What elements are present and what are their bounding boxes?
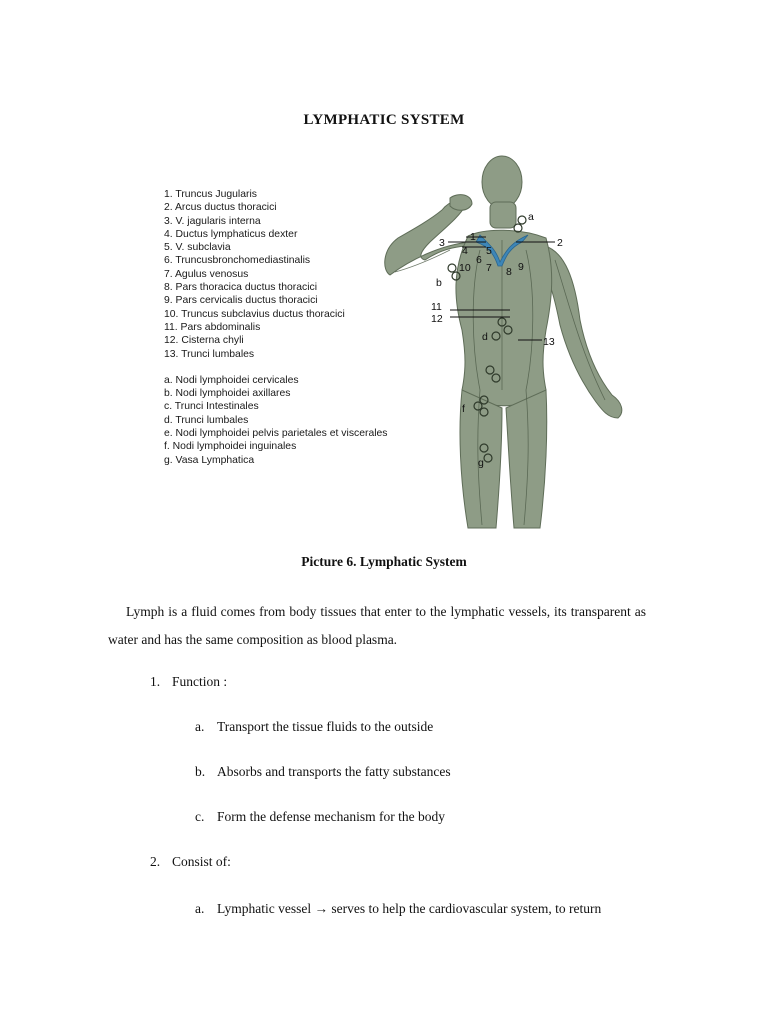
label-10: 10 (459, 262, 471, 274)
list-marker: c. (195, 809, 205, 824)
label-1: 1 (470, 231, 476, 243)
label-a: a (528, 211, 534, 223)
list-marker: a. (195, 719, 205, 734)
list-item-function-a (195, 719, 433, 735)
legend-item-3: 3. V. jagularis interna (164, 215, 261, 227)
list-marker: a. (195, 901, 205, 916)
figure-caption: Picture 6. Lymphatic System (301, 554, 467, 569)
legend-item-8: 8. Pars thoracica ductus thoracici (164, 282, 318, 294)
list-item-function-b (195, 764, 451, 780)
list-item-consist (150, 854, 231, 870)
legend-item-13: 13. Trunci lumbales (164, 348, 255, 360)
legend-item-g: g. Vasa Lymphatica (164, 454, 255, 466)
list-item-function-c (195, 809, 445, 825)
label-g: g (478, 457, 484, 469)
label-13: 13 (543, 336, 555, 348)
list-text: Absorbs and transports the fatty substances (217, 764, 451, 779)
list-item-function (150, 674, 227, 690)
legend-item-12: 12. Cisterna chyli (164, 335, 244, 347)
legend-item-d: d. Trunci lumbales (164, 414, 249, 426)
legend-item-5: 5. V. subclavia (164, 242, 231, 254)
list-marker: 1. (150, 674, 161, 689)
lymphatic-system-figure (150, 150, 640, 535)
label-9: 9 (518, 261, 524, 273)
label-2: 2 (557, 237, 563, 249)
label-f: f (462, 403, 465, 415)
legend-item-f: f. Nodi lymphoidei inguinales (164, 441, 297, 453)
intro-paragraph: Lymph is a fluid comes from body tissues that enter to the lymphatic vessels, its transparent as water and has the same composition as blood plasma. (108, 604, 646, 647)
legend-item-b: b. Nodi lymphoidei axillares (164, 388, 291, 400)
legend-item-1: 1. Truncus Jugularis (164, 189, 257, 200)
label-3: 3 (439, 237, 445, 249)
legend-item-c: c. Trunci Intestinales (164, 401, 259, 413)
label-7: 7 (486, 262, 492, 274)
list-text: Form the defense mechanism for the body (217, 809, 445, 824)
label-6: 6 (476, 254, 482, 266)
legend-item-4: 4. Ductus lymphaticus dexter (164, 228, 298, 240)
list-text: Consist of: (172, 854, 231, 869)
label-b: b (436, 277, 442, 289)
page-title: LYMPHATIC SYSTEM (303, 112, 465, 128)
list-text: Transport the tissue fluids to the outside (217, 719, 434, 734)
legend-item-7: 7. Agulus venosus (164, 268, 249, 280)
label-4: 4 (462, 245, 468, 257)
list-item-consist-a (195, 901, 601, 917)
legend-item-10: 10. Truncus subclavius ductus thoracici (164, 308, 345, 320)
list-text: Lymphatic vessel → serves to help the cardiovascular system, to return (217, 901, 602, 916)
legend-item-2: 2. Arcus ductus thoracici (164, 202, 277, 214)
label-d: d (482, 331, 488, 343)
body-figure (385, 156, 622, 528)
legend-item-a: a. Nodi lymphoidei cervicales (164, 374, 299, 386)
legend-item-6: 6. Truncusbronchomediastinalis (164, 255, 311, 267)
list-marker: b. (195, 764, 206, 779)
anatomy-illustration (150, 150, 640, 535)
label-5: 5 (486, 245, 492, 257)
label-11: 11 (431, 301, 442, 313)
legend-item-11: 11. Pars abdominalis (164, 321, 261, 333)
label-12: 12 (431, 313, 443, 325)
list-marker: 2. (150, 854, 161, 869)
legend-item-9: 9. Pars cervicalis ductus thoracici (164, 295, 318, 307)
list-text: Function : (172, 674, 228, 689)
label-8: 8 (506, 266, 512, 278)
legend-item-e: e. Nodi lymphoidei pelvis parietales et viscerales (164, 428, 388, 440)
